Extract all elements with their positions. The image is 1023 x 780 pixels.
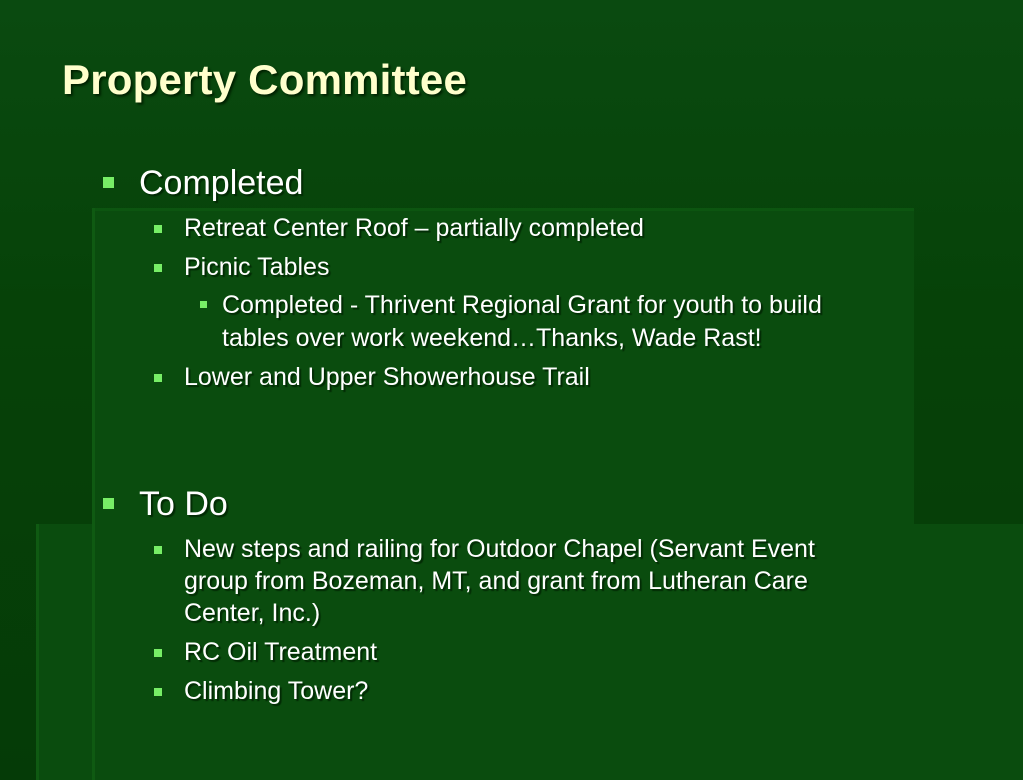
list-item-line: group from Bozeman, MT, and grant from Lutheran Care — [184, 567, 808, 595]
square-bullet-icon — [154, 546, 162, 554]
list-item: RC Oil Treatment — [184, 638, 378, 666]
list-item: Picnic Tables — [184, 253, 330, 281]
section-heading: To Do — [139, 485, 228, 523]
square-bullet-icon — [200, 301, 207, 308]
sub-list-item-line: tables over work weekend…Thanks, Wade Rast! — [222, 324, 762, 352]
list-item-line: New steps and railing for Outdoor Chapel (Servant Event — [184, 535, 815, 563]
square-bullet-icon — [154, 374, 162, 382]
list-item: Climbing Tower? — [184, 677, 369, 705]
square-bullet-icon — [103, 498, 114, 509]
section-heading: Completed — [139, 164, 304, 202]
square-bullet-icon — [154, 649, 162, 657]
square-bullet-icon — [154, 264, 162, 272]
slide-title: Property Committee — [62, 56, 468, 103]
list-item-line: Center, Inc.) — [184, 599, 321, 627]
square-bullet-icon — [154, 225, 162, 233]
square-bullet-icon — [103, 177, 114, 188]
sub-list-item-line: Completed - Thrivent Regional Grant for youth to build — [222, 291, 822, 319]
list-item: Retreat Center Roof – partially completed — [184, 214, 644, 242]
list-item: Lower and Upper Showerhouse Trail — [184, 363, 590, 391]
square-bullet-icon — [154, 688, 162, 696]
